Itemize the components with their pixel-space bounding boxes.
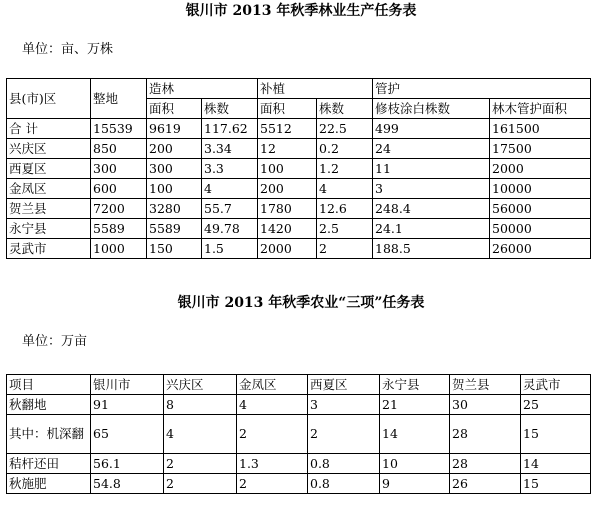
table-cell: 8	[164, 395, 237, 415]
table-row	[7, 454, 591, 474]
table-cell: 10000	[490, 179, 591, 199]
county-name: 合 计	[7, 119, 91, 139]
header-row	[7, 375, 591, 395]
table-cell: 1420	[258, 219, 317, 239]
table-cell: 28	[450, 454, 521, 474]
table-cell: 50000	[490, 219, 591, 239]
agriculture-unit-label: 单位：万亩	[22, 334, 88, 349]
header-land-prep: 整地	[91, 79, 147, 119]
table-row	[7, 239, 591, 259]
table-cell: 3	[373, 179, 490, 199]
table-cell: 248.4	[373, 199, 490, 219]
table-row	[7, 139, 591, 159]
table-cell: 200	[258, 179, 317, 199]
table-cell: 49.78	[202, 219, 258, 239]
county-name: 金凤区	[7, 179, 91, 199]
table-cell: 2000	[258, 239, 317, 259]
table-cell: 24	[373, 139, 490, 159]
header-forest-mgmt-area: 林木管护面积	[490, 99, 591, 119]
table-cell: 17500	[490, 139, 591, 159]
table-cell: 2.5	[317, 219, 373, 239]
column-header: 兴庆区	[164, 375, 237, 395]
table-cell: 2	[237, 415, 308, 454]
forestry-unit-label: 单位：亩、万株	[22, 42, 114, 57]
table-cell: 56.1	[91, 454, 164, 474]
table-cell: 850	[91, 139, 147, 159]
item-name	[7, 415, 91, 454]
table-cell: 7200	[91, 199, 147, 219]
table-cell: 0.2	[317, 139, 373, 159]
table-cell: 4	[317, 179, 373, 199]
table-cell: 12	[258, 139, 317, 159]
column-header: 银川市	[91, 375, 164, 395]
table-cell: 1000	[91, 239, 147, 259]
header-replanting: 补植	[258, 79, 373, 99]
table-cell: 10	[380, 454, 450, 474]
item-name: 秸杆还田	[7, 454, 91, 474]
table-cell: 300	[147, 159, 202, 179]
county-name: 灵武市	[7, 239, 91, 259]
header-management: 管护	[373, 79, 591, 99]
table-cell: 3280	[147, 199, 202, 219]
table-cell: 12.6	[317, 199, 373, 219]
table-cell: 21	[380, 395, 450, 415]
table-cell: 26	[450, 474, 521, 494]
table-cell: 28	[450, 415, 521, 454]
header-afforestation-area: 面积	[147, 99, 202, 119]
table-row	[7, 415, 591, 454]
item-name: 秋翻地	[7, 395, 91, 415]
table-cell: 26000	[490, 239, 591, 259]
table-cell: 11	[373, 159, 490, 179]
table-cell: 5512	[258, 119, 317, 139]
forestry-task-table	[6, 78, 591, 259]
table-cell: 600	[91, 179, 147, 199]
table-cell: 65	[91, 415, 164, 454]
table-cell: 200	[147, 139, 202, 159]
header-pruning-whitewash: 修枝涂白株数	[373, 99, 490, 119]
table-cell: 2	[308, 415, 380, 454]
table-cell: 54.8	[91, 474, 164, 494]
table-row	[7, 159, 591, 179]
forestry-table-title: 银川市 2013 年秋季林业生产任务表	[185, 3, 417, 19]
table-cell: 100	[147, 179, 202, 199]
county-name: 兴庆区	[7, 139, 91, 159]
table-cell: 150	[147, 239, 202, 259]
table-cell: 3	[308, 395, 380, 415]
table-cell: 25	[521, 395, 591, 415]
table-cell: 2	[164, 474, 237, 494]
agriculture-table-title: 银川市 2013 年秋季农业“三项”任务表	[177, 295, 425, 311]
table-cell: 15539	[91, 119, 147, 139]
table-row	[7, 119, 591, 139]
table-cell: 9619	[147, 119, 202, 139]
table-cell: 2	[237, 474, 308, 494]
table-cell: 1780	[258, 199, 317, 219]
table-cell: 188.5	[373, 239, 490, 259]
header-replanting-area: 面积	[258, 99, 317, 119]
wrapped-label: 其中：机深翻	[9, 426, 85, 441]
table-cell: 2	[164, 454, 237, 474]
county-name: 西夏区	[7, 159, 91, 179]
table-cell: 24.1	[373, 219, 490, 239]
table-cell: 14	[380, 415, 450, 454]
item-name: 秋施肥	[7, 474, 91, 494]
table-cell: 1.2	[317, 159, 373, 179]
column-header: 灵武市	[521, 375, 591, 395]
table-cell: 5589	[147, 219, 202, 239]
header-afforestation: 造林	[147, 79, 258, 99]
table-row	[7, 474, 591, 494]
table-cell: 91	[91, 395, 164, 415]
column-header: 金凤区	[237, 375, 308, 395]
agriculture-task-table	[6, 374, 591, 494]
table-cell: 117.62	[202, 119, 258, 139]
table-cell: 30	[450, 395, 521, 415]
table-row	[7, 179, 591, 199]
header-county: 县(市)区	[7, 79, 91, 119]
table-cell: 1.5	[202, 239, 258, 259]
column-header: 永宁县	[380, 375, 450, 395]
header-replanting-stems: 株数	[317, 99, 373, 119]
table-cell: 3.34	[202, 139, 258, 159]
table-cell: 4	[202, 179, 258, 199]
column-header: 项目	[7, 375, 91, 395]
column-header: 西夏区	[308, 375, 380, 395]
county-name: 贺兰县	[7, 199, 91, 219]
table-cell: 55.7	[202, 199, 258, 219]
table-row	[7, 395, 591, 415]
table-cell: 300	[91, 159, 147, 179]
table-cell: 4	[237, 395, 308, 415]
table-cell: 15	[521, 415, 591, 454]
table-cell: 4	[164, 415, 237, 454]
table-cell: 5589	[91, 219, 147, 239]
table-cell: 22.5	[317, 119, 373, 139]
table-cell: 2000	[490, 159, 591, 179]
table-cell: 14	[521, 454, 591, 474]
table-cell: 9	[380, 474, 450, 494]
header-afforestation-stems: 株数	[202, 99, 258, 119]
table-cell: 2	[317, 239, 373, 259]
table-cell: 56000	[490, 199, 591, 219]
column-header: 贺兰县	[450, 375, 521, 395]
table-cell: 3.3	[202, 159, 258, 179]
table-cell: 1.3	[237, 454, 308, 474]
table-cell: 161500	[490, 119, 591, 139]
table-row	[7, 199, 591, 219]
table-cell: 0.8	[308, 454, 380, 474]
county-name: 永宁县	[7, 219, 91, 239]
table-cell: 15	[521, 474, 591, 494]
table-cell: 499	[373, 119, 490, 139]
table-row	[7, 219, 591, 239]
table-cell: 0.8	[308, 474, 380, 494]
table-cell: 100	[258, 159, 317, 179]
